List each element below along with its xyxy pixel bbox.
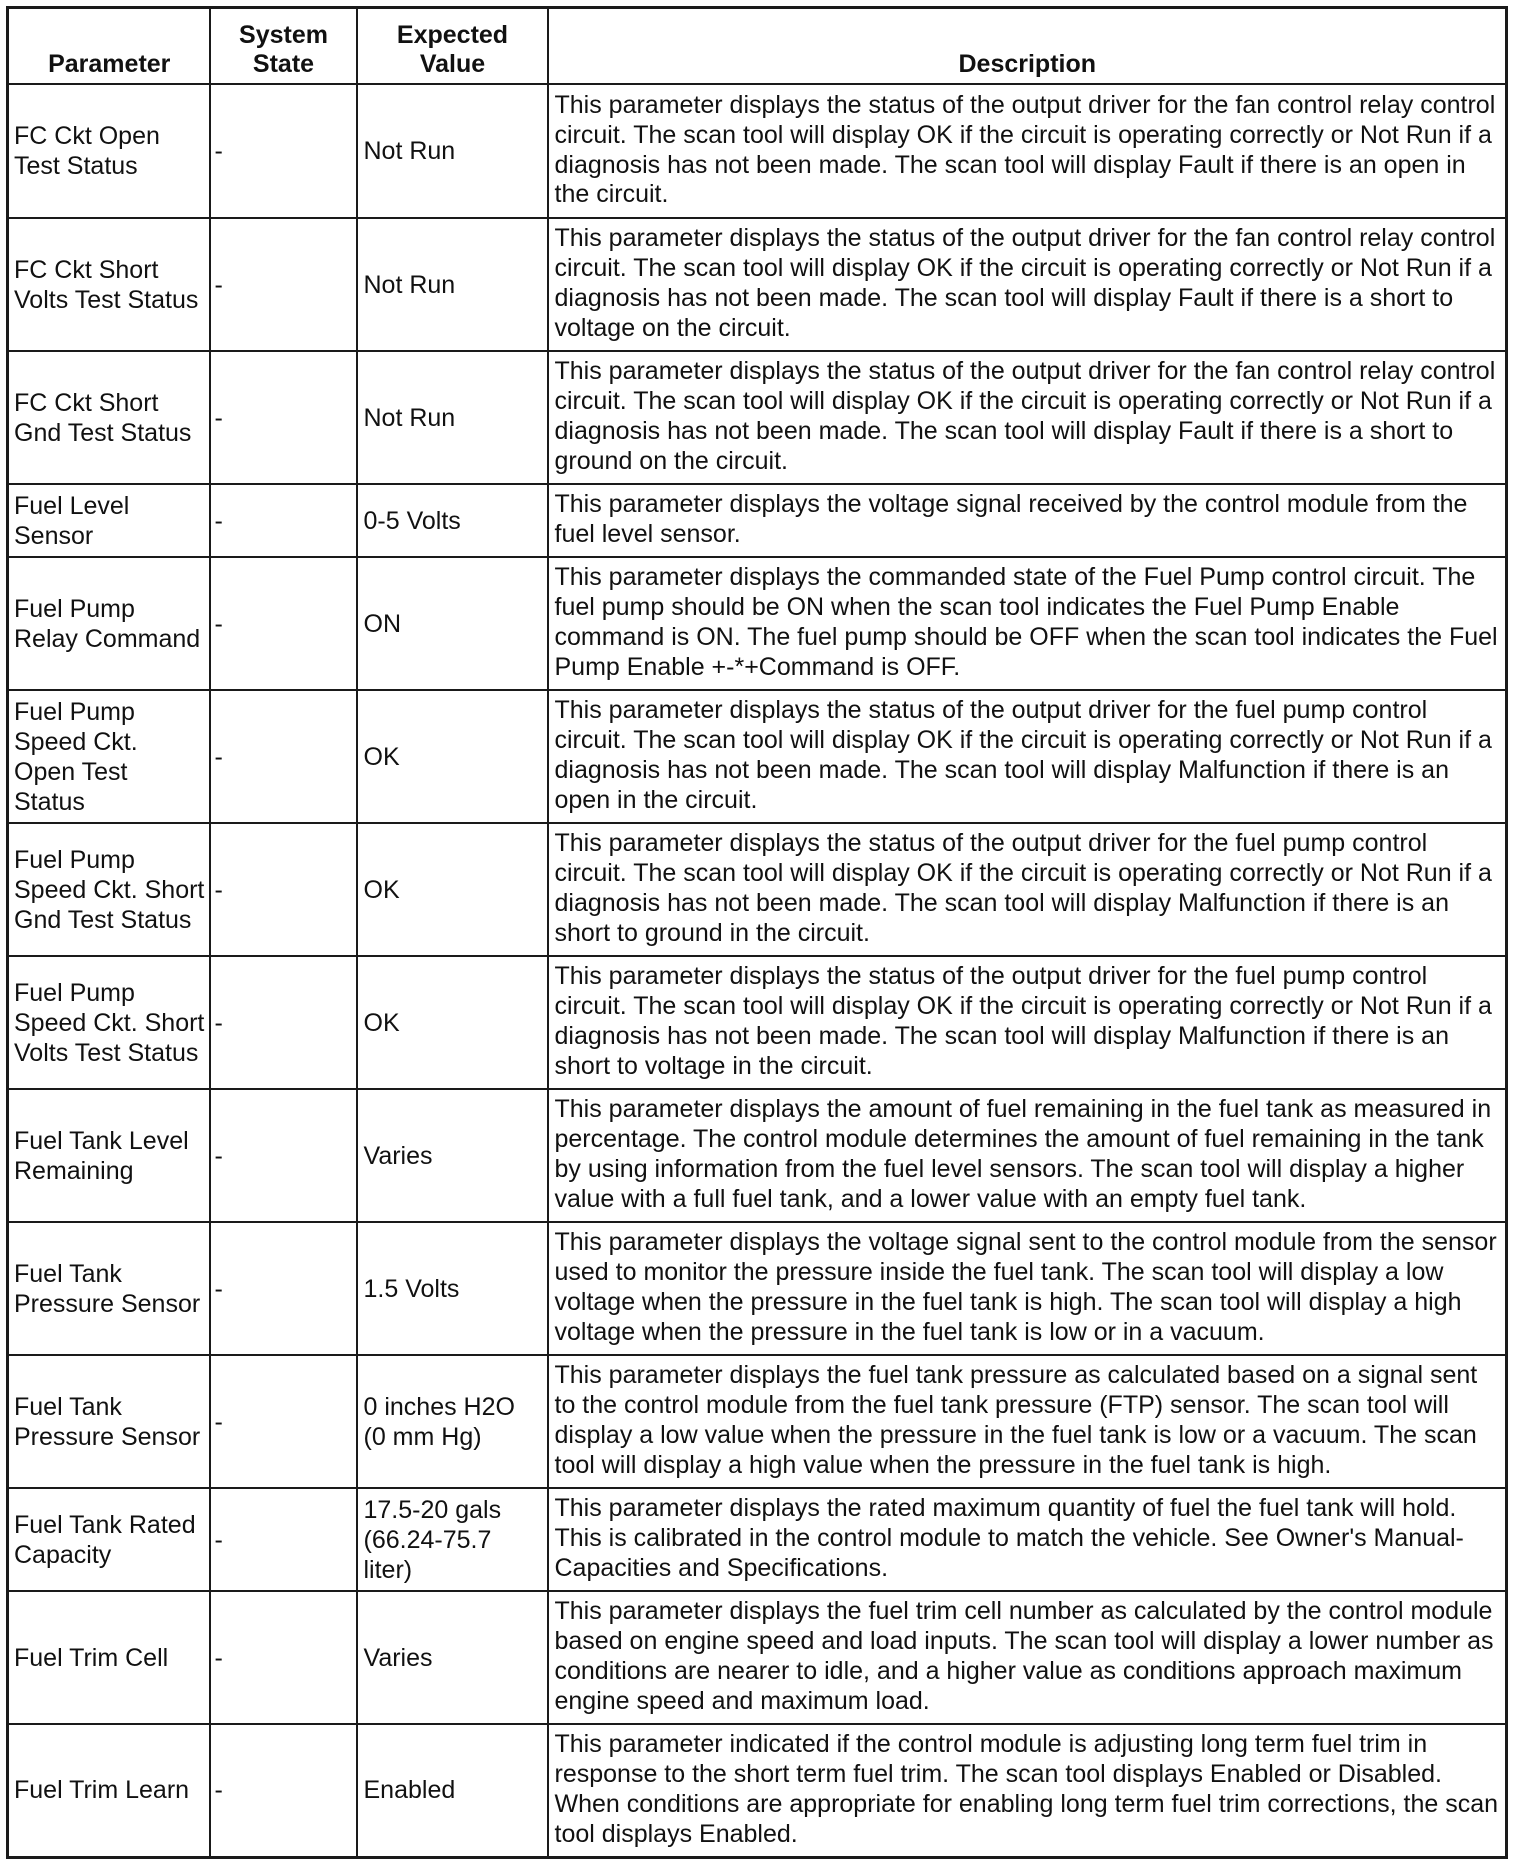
expected-value-cell: Not Run: [357, 351, 548, 484]
parameter-cell: Fuel Level Sensor: [8, 484, 210, 557]
system-state-cell: -: [210, 84, 357, 218]
system-state-cell: -: [210, 1591, 357, 1724]
table-row: [8, 690, 1507, 823]
description-cell: This parameter displays the commanded state of the Fuel Pump control circuit. The fuel pump should be ON when the scan tool indicates the Fuel Pump Enable command is ON. The fuel pump should be OFF when the scan tool indicates the Fuel Pump Enable +-*+Command is OFF.: [548, 557, 1507, 690]
expected-value-cell: 17.5-20 gals (66.24-75.7 liter): [357, 1488, 548, 1591]
expected-value-cell: Varies: [357, 1089, 548, 1222]
table-row: [8, 823, 1507, 956]
description-cell: This parameter displays the status of the output driver for the fan control relay control circuit. The scan tool will display OK if the circuit is operating correctly or Not Run if a diagnosis has not been made. The scan tool will display Fault if there is a short to voltage on the circuit.: [548, 218, 1507, 351]
system-state-cell: -: [210, 690, 357, 823]
description-cell: This parameter displays the status of the output driver for the fan control relay control circuit. The scan tool will display OK if the circuit is operating correctly or Not Run if a diagnosis has not been made. The scan tool will display Fault if there is a short to ground on the circuit.: [548, 351, 1507, 484]
parameter-cell: Fuel Pump Speed Ckt. Short Gnd Test Status: [8, 823, 210, 956]
table-body: [8, 84, 1507, 1857]
system-state-cell: -: [210, 1222, 357, 1355]
table-row: [8, 351, 1507, 484]
parameter-cell: Fuel Tank Level Remaining: [8, 1089, 210, 1222]
parameter-cell: Fuel Trim Learn: [8, 1724, 210, 1857]
parameter-cell: Fuel Pump Relay Command: [8, 557, 210, 690]
expected-value-cell: 0-5 Volts: [357, 484, 548, 557]
parameter-cell: FC Ckt Open Test Status: [8, 84, 210, 218]
expected-value-cell: 0 inches H2O (0 mm Hg): [357, 1355, 548, 1488]
description-cell: This parameter displays the voltage signal received by the control module from the fuel level sensor.: [548, 484, 1507, 557]
parameter-cell: Fuel Pump Speed Ckt. Open Test Status: [8, 690, 210, 823]
system-state-cell: -: [210, 218, 357, 351]
expected-value-cell: OK: [357, 690, 548, 823]
expected-value-cell: Enabled: [357, 1724, 548, 1857]
system-state-cell: -: [210, 557, 357, 690]
table-row: [8, 484, 1507, 557]
table-row: [8, 1222, 1507, 1355]
description-cell: This parameter displays the amount of fuel remaining in the fuel tank as measured in percentage. The control module determines the amount of fuel remaining in the tank by using information from the fuel level sensors. The scan tool will display a higher value with a full fuel tank, and a lower value with an empty fuel tank.: [548, 1089, 1507, 1222]
parameter-cell: Fuel Trim Cell: [8, 1591, 210, 1724]
system-state-cell: -: [210, 351, 357, 484]
table-row: [8, 1089, 1507, 1222]
description-cell: This parameter indicated if the control module is adjusting long term fuel trim in response to the short term fuel trim. The scan tool displays Enabled or Disabled. When conditions are appropriate for enabling long term fuel trim corrections, the scan tool displays Enabled.: [548, 1724, 1507, 1857]
header-system-state: System State: [210, 8, 357, 85]
system-state-cell: -: [210, 1355, 357, 1488]
table-row: [8, 1488, 1507, 1591]
table-row: [8, 84, 1507, 218]
description-cell: This parameter displays the fuel trim cell number as calculated by the control module based on engine speed and load inputs. The scan tool will display a lower number as conditions are nearer to idle, and a higher value as conditions approach maximum engine speed and maximum load.: [548, 1591, 1507, 1724]
parameter-cell: FC Ckt Short Volts Test Status: [8, 218, 210, 351]
description-cell: This parameter displays the status of the output driver for the fuel pump control circuit. The scan tool will display OK if the circuit is operating correctly or Not Run if a diagnosis has not been made. The scan tool will display Malfunction if there is an short to ground in the circuit.: [548, 823, 1507, 956]
expected-value-cell: Not Run: [357, 218, 548, 351]
system-state-cell: -: [210, 823, 357, 956]
expected-value-cell: OK: [357, 956, 548, 1089]
expected-value-cell: OK: [357, 823, 548, 956]
header-expected-value: Expected Value: [357, 8, 548, 85]
description-cell: This parameter displays the status of the output driver for the fuel pump control circuit. The scan tool will display OK if the circuit is operating correctly or Not Run if a diagnosis has not been made. The scan tool will display Malfunction if there is an short to voltage in the circuit.: [548, 956, 1507, 1089]
system-state-cell: -: [210, 1724, 357, 1857]
description-cell: This parameter displays the status of the output driver for the fuel pump control circuit. The scan tool will display OK if the circuit is operating correctly or Not Run if a diagnosis has not been made. The scan tool will display Malfunction if there is an open in the circuit.: [548, 690, 1507, 823]
parameter-table: [6, 6, 1508, 1859]
expected-value-cell: 1.5 Volts: [357, 1222, 548, 1355]
header-description: Description: [548, 8, 1507, 85]
table-row: [8, 1591, 1507, 1724]
system-state-cell: -: [210, 1488, 357, 1591]
expected-value-cell: Varies: [357, 1591, 548, 1724]
expected-value-cell: ON: [357, 557, 548, 690]
parameter-cell: Fuel Tank Pressure Sensor: [8, 1222, 210, 1355]
table-row: [8, 218, 1507, 351]
parameter-cell: Fuel Tank Pressure Sensor: [8, 1355, 210, 1488]
header-row: [8, 8, 1507, 85]
header-parameter: Parameter: [8, 8, 210, 85]
system-state-cell: -: [210, 484, 357, 557]
description-cell: This parameter displays the voltage signal sent to the control module from the sensor used to monitor the pressure inside the fuel tank. The scan tool will display a low voltage when the pressure in the fuel tank is high. The scan tool will display a high voltage when the pressure in the fuel tank is low or in a vacuum.: [548, 1222, 1507, 1355]
table-row: [8, 1355, 1507, 1488]
system-state-cell: -: [210, 1089, 357, 1222]
description-cell: This parameter displays the status of the output driver for the fan control relay control circuit. The scan tool will display OK if the circuit is operating correctly or Not Run if a diagnosis has not been made. The scan tool will display Fault if there is an open in the circuit.: [548, 84, 1507, 218]
parameter-cell: Fuel Tank Rated Capacity: [8, 1488, 210, 1591]
description-cell: This parameter displays the rated maximum quantity of fuel the fuel tank will hold. This is calibrated in the control module to match the vehicle. See Owner's Manual-Capacities and Specifications.: [548, 1488, 1507, 1591]
system-state-cell: -: [210, 956, 357, 1089]
parameter-cell: Fuel Pump Speed Ckt. Short Volts Test Status: [8, 956, 210, 1089]
table-header: [8, 8, 1507, 85]
parameter-cell: FC Ckt Short Gnd Test Status: [8, 351, 210, 484]
table-row: [8, 557, 1507, 690]
table-row: [8, 1724, 1507, 1857]
parameter-table-page: [6, 6, 1508, 1859]
table-row: [8, 956, 1507, 1089]
expected-value-cell: Not Run: [357, 84, 548, 218]
description-cell: This parameter displays the fuel tank pressure as calculated based on a signal sent to the control module from the fuel tank pressure (FTP) sensor. The scan tool will display a low value when the pressure in the fuel tank is low or a vacuum. The scan tool will display a high value when the pressure in the fuel tank is high.: [548, 1355, 1507, 1488]
